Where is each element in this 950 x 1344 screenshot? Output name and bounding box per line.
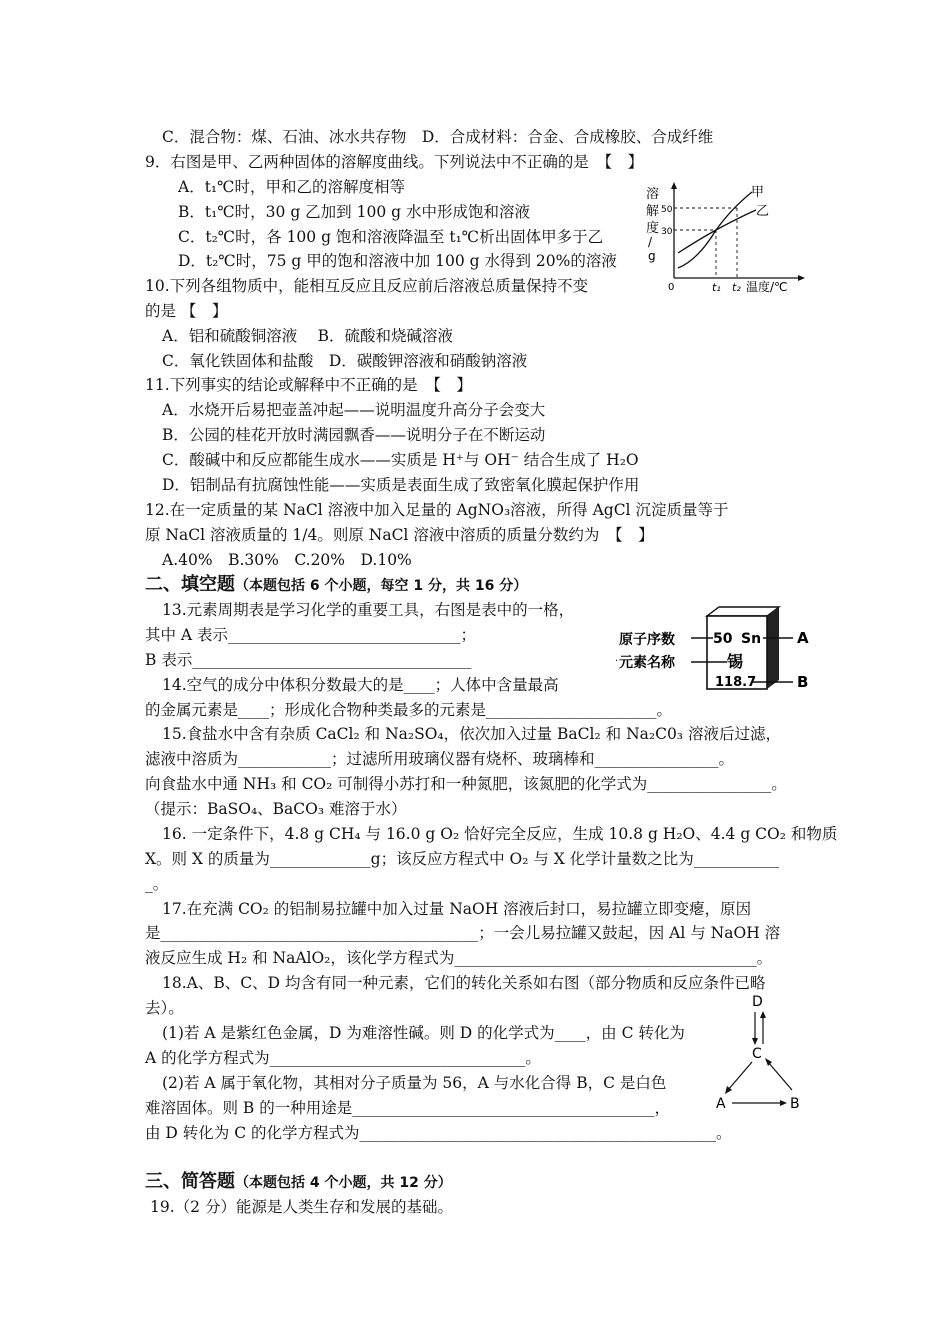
arrowhead-c-to-d — [760, 1011, 766, 1018]
ytick-50: 50 — [661, 205, 673, 215]
q13-blank-b: B 表示____________________________________ — [145, 651, 472, 669]
question-13: 13.元素周期表是学习化学的重要工具，右图是表中的一格， — [162, 601, 575, 619]
origin-label: 0 — [668, 282, 675, 293]
q12-options: A.40% B.30% C.20% D.10% — [162, 551, 412, 569]
line-1: C．混合物：煤、石油、冰水共存物 D．合成材料：合金、合成橡胶、合成纤维 — [162, 128, 714, 146]
question-10: 10.下列各组物质中，能相互反应且反应前后溶液总质量保持不变 — [145, 277, 589, 295]
q10-options-ab: A．铝和硫酸铜溶液 B．硫酸和烧碱溶液 — [162, 327, 454, 345]
q18-part-2-cont: 难溶固体。则 B 的一种用途是_______________________________________， — [145, 1099, 670, 1117]
solubility-chart — [640, 178, 810, 296]
ylabel-char: 解 — [646, 204, 660, 219]
question-16-cont: X。则 X 的质量为_____________g；该反应方程式中 O₂ 与 X 化学计量数之比为___________ — [145, 850, 780, 868]
ylabel-char: / — [648, 235, 653, 249]
ylabel-char: 溶 — [646, 187, 660, 202]
conversion-diagram — [710, 992, 810, 1118]
dot: · — [615, 656, 619, 667]
curve-yi — [678, 210, 756, 253]
q11-option-b: B．公园的桂花开放时满园飘香——说明分子在不断运动 — [162, 426, 546, 444]
q11-option-a: A．水烧开后易把壶盖冲起——说明温度升高分子会变大 — [162, 401, 546, 419]
ytick-30: 30 — [661, 227, 673, 237]
q18-part-1-cont: A 的化学方程式为_________________________________。 — [145, 1049, 541, 1067]
question-14-cont: 的金属元素是____；形成化合物种类最多的元素是______________________。 — [145, 701, 673, 719]
xtick-t2: t₂ — [732, 281, 741, 294]
section-2-heading — [145, 575, 527, 596]
question-17-cont-2: 液反应生成 H₂ 和 NaAlO₂，该化学方程式为_______________________________________。 — [145, 949, 773, 967]
atomic-mass: 118.7 — [715, 675, 757, 690]
node-c: C — [752, 1046, 762, 1062]
arrow-b-to-c — [768, 1062, 792, 1090]
q10-options-cd: C．氧化铁固体和盐酸 D．碳酸钾溶液和硝酸钠溶液 — [162, 352, 528, 370]
question-12: 12.在一定质量的某 NaCl 溶液中加入足量的 AgNO₃溶液，所得 AgCl 沉淀质量等于 — [145, 501, 729, 519]
label-element-name: 元素名称 — [619, 655, 675, 671]
cell-top-face — [707, 607, 779, 616]
q18-part-1: (1)若 A 是紫红色金属，D 为难溶性碱。则 D 的化学式为____，由 C 转化为 — [162, 1024, 685, 1042]
q9-option-a: A．t₁℃时，甲和乙的溶解度相等 — [178, 178, 405, 196]
atomic-number: 50 — [713, 631, 733, 647]
element-symbol: Sn — [741, 631, 762, 647]
arrowhead-d-to-c — [752, 1038, 758, 1045]
x-axis-arrow — [798, 275, 805, 281]
question-15-hint: （提示：BaSO₄、BaCO₃ 难溶于水） — [145, 800, 407, 818]
q11-option-c: C．酸碱中和反应都能生成水——实质是 H⁺与 OH⁻ 结合生成了 H₂O — [162, 451, 639, 469]
q11-option-d: D．铝制品有抗腐蚀性能——实质是表面生成了致密氧化膜起保护作用 — [162, 476, 640, 494]
q18-part-2-cont-2: 由 D 转化为 C 的化学方程式为______________________________________________。 — [145, 1124, 732, 1142]
section-3-title: 三、简答题 — [145, 1171, 235, 1192]
element-cell-figure — [615, 604, 815, 696]
q13-blank-a: 其中 A 表示______________________________； — [145, 626, 477, 644]
question-9: 9．右图是甲、乙两种固体的溶解度曲线。下列说法中不正确的是 【 】 — [145, 153, 644, 171]
question-19: 19.（2 分）能源是人类生存和发展的基础。 — [150, 1198, 453, 1216]
q9-option-b: B．t₁℃时，30 g 乙加到 100 g 水中形成饱和溶液 — [178, 203, 530, 221]
question-15: 15.食盐水中含有杂质 CaCl₂ 和 Na₂SO₄，依次加入过量 BaCl₂ 和 Na₂C0₃ 溶液后过滤， — [162, 725, 781, 743]
q18-part-2: (2)若 A 属于氧化物，其相对分子质量为 56，A 与水化合得 B，C 是白色 — [162, 1074, 667, 1092]
question-10-cont: 的是 【 】 — [145, 302, 228, 320]
q9-option-c: C．t₂℃时，各 100 g 饱和溶液降温至 t₁℃析出固体甲多于乙 — [178, 228, 604, 246]
node-d: D — [752, 994, 763, 1010]
question-12-cont: 原 NaCl 溶液质量的 1/4。则原 NaCl 溶液中溶质的质量分数约为 【 】 — [145, 526, 654, 544]
arrow-c-to-a — [728, 1062, 752, 1090]
section-3-note: （本题包括 4 个小题，共 12 分） — [235, 1175, 452, 1191]
element-name: 锡 — [727, 652, 744, 671]
node-a: A — [716, 1096, 726, 1112]
ylabel-char: g — [648, 249, 656, 263]
q9-option-d: D．t₂℃时，75 g 甲的饱和溶液中加 100 g 水得到 20%的溶液 — [178, 252, 617, 270]
section-3-heading — [145, 1172, 452, 1193]
label-atomic-number: 原子序数 — [619, 632, 675, 648]
pointer-b: B — [797, 673, 809, 691]
ylabel-char: 度 — [646, 221, 660, 236]
x-axis-label: 温度/℃ — [746, 280, 788, 294]
section-2-note: （本题包括 6 个小题，每空 1 分，共 16 分） — [235, 578, 528, 594]
question-11: 11.下列事实的结论或解释中不正确的是 【 】 — [145, 376, 472, 394]
question-18-cont: 去）。 — [145, 999, 184, 1017]
question-15-cont-2: 向食盐水中通 NH₃ 和 CO₂ 可制得小苏打和一种氮肥，该氮肥的化学式为________________。 — [145, 775, 787, 793]
question-18: 18.A、B、C、D 均含有同一种元素，它们的转化关系如右图（部分物质和反应条件已略 — [162, 974, 766, 992]
question-14: 14.空气的成分中体积分数最大的是____；人体中含量最高 — [162, 676, 559, 694]
question-17-cont: 是_________________________________________；一会儿易拉罐又鼓起，因 Al 与 NaOH 溶 — [145, 924, 781, 942]
cell-side-face — [767, 607, 779, 689]
question-16-cont-2: _。 — [145, 875, 169, 893]
xtick-t1: t₁ — [712, 281, 721, 294]
question-16: 16. 一定条件下，4.8 g CH₄ 与 16.0 g O₂ 恰好完全反应，生成 10.8 g H₂O、4.4 g CO₂ 和物质 — [162, 825, 838, 843]
y-axis-arrow — [671, 182, 677, 189]
section-2-title: 二、填空题 — [145, 574, 235, 595]
question-17: 17.在充满 CO₂ 的铝制易拉罐中加入过量 NaOH 溶液后封口，易拉罐立即变瘪，原因 — [162, 900, 752, 918]
series-label-yi: 乙 — [756, 204, 770, 219]
pointer-a: A — [797, 629, 809, 647]
question-15-cont: 滤液中溶质为____________；过滤所用玻璃仪器有烧杯、玻璃棒和________________。 — [145, 750, 735, 768]
node-b: B — [790, 1096, 800, 1112]
arrowhead-a-to-b — [780, 1100, 787, 1106]
series-label-jia: 甲 — [751, 185, 765, 200]
